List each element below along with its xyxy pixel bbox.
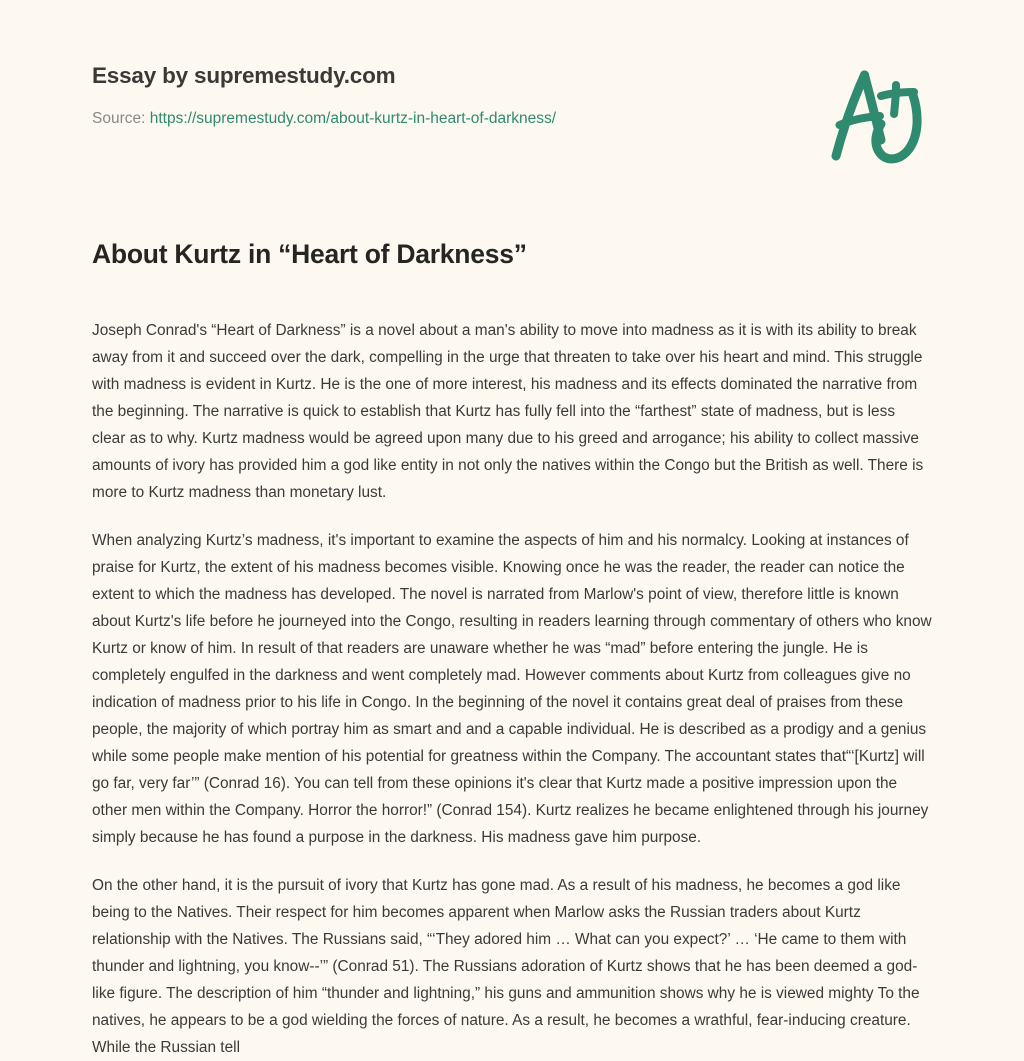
source-line [92, 109, 932, 129]
a-plus-logo-icon [818, 62, 930, 170]
page-header [92, 62, 932, 129]
paragraph: Joseph Conrad's “Heart of Darkness” is a novel about a man's ability to move into madness as it is with its ability to break away from it and succeed over the dark, compelling in the urge that threaten to take over his heart and mind. This struggle with madness is evident in Kurtz. He is the one of more interest, his madness and its effects dominated the narrative from the beginning. The narrative is quick to establish that Kurtz has fully fell into the “farthest” state of madness, but is less clear as to why. Kurtz madness would be agreed upon many due to his greed and arrogance; his ability to collect massive amounts of ivory has provided him a god like entity in not only the natives within the Congo but the British as well. There is more to Kurtz madness than monetary lust. [92, 322, 924, 502]
article [92, 238, 932, 1061]
article-body [92, 317, 932, 1061]
paragraph: When analyzing Kurtz’s madness, it's important to examine the aspects of him and his normalcy. Looking at instances of praise for Kurtz, the extent of his madness becomes visible. Knowing once he was the reader, the reader can notice the extent to which the madness has developed. The novel is narrated from Marlow's point of view, therefore little is known about Kurtz's life before he journeyed into the Congo, resulting in readers learning through commentary of others who know Kurtz or know of him. In result of that readers are unaware whether he was “mad” before entering the jungle. He is completely engulfed in the darkness and went completely mad. However comments about Kurtz from colleagues give no indication of madness prior to his life in Congo. In the beginning of the novel it contains great deal of praises from these people, the majority of which portray him as smart and and a capable individual. He is described as a prodigy and a genius while some people make mention of his potential for greatness within the Company. The accountant states that“‘[Kurtz] will go far, very far’” (Conrad 16). You can tell from these opinions it's clear that Kurtz made a positive impression upon the other men within the Company. Horror the horror!” (Conrad 154). Kurtz realizes he became enlightened through his journey simply because he has found a purpose in the darkness. His madness gave him purpose. [92, 532, 932, 847]
site-title: Essay by supremestudy.com [92, 63, 396, 88]
source-label: Source: [92, 110, 146, 127]
a-plus-logo[interactable] [818, 62, 930, 170]
source-url-link[interactable]: https://supremestudy.com/about-kurtz-in-heart-of-darkness/ [149, 110, 557, 127]
page-title: About Kurtz in “Heart of Darkness” [92, 239, 527, 269]
paragraph: On the other hand, it is the pursuit of ivory that Kurtz has gone mad. As a result of his madness, he becomes a god like being to the Natives. Their respect for him becomes apparent when Marlow asks the Russian traders about Kurtz relationship with the Natives. The Russians said, “‘They adored him … What can you expect?’ … ‘He came to them with thunder and lightning, you know--’” (Conrad 51). The Russians adoration of Kurtz shows that he has been deemed a god-like figure. The description of him “thunder and lightning,” his guns and ammunition shows why he is viewed mighty To the natives, he appears to be a god wielding the forces of nature. As a result, he becomes a wrathful, fear-inducing creature. While the Russian tell [92, 877, 920, 1057]
